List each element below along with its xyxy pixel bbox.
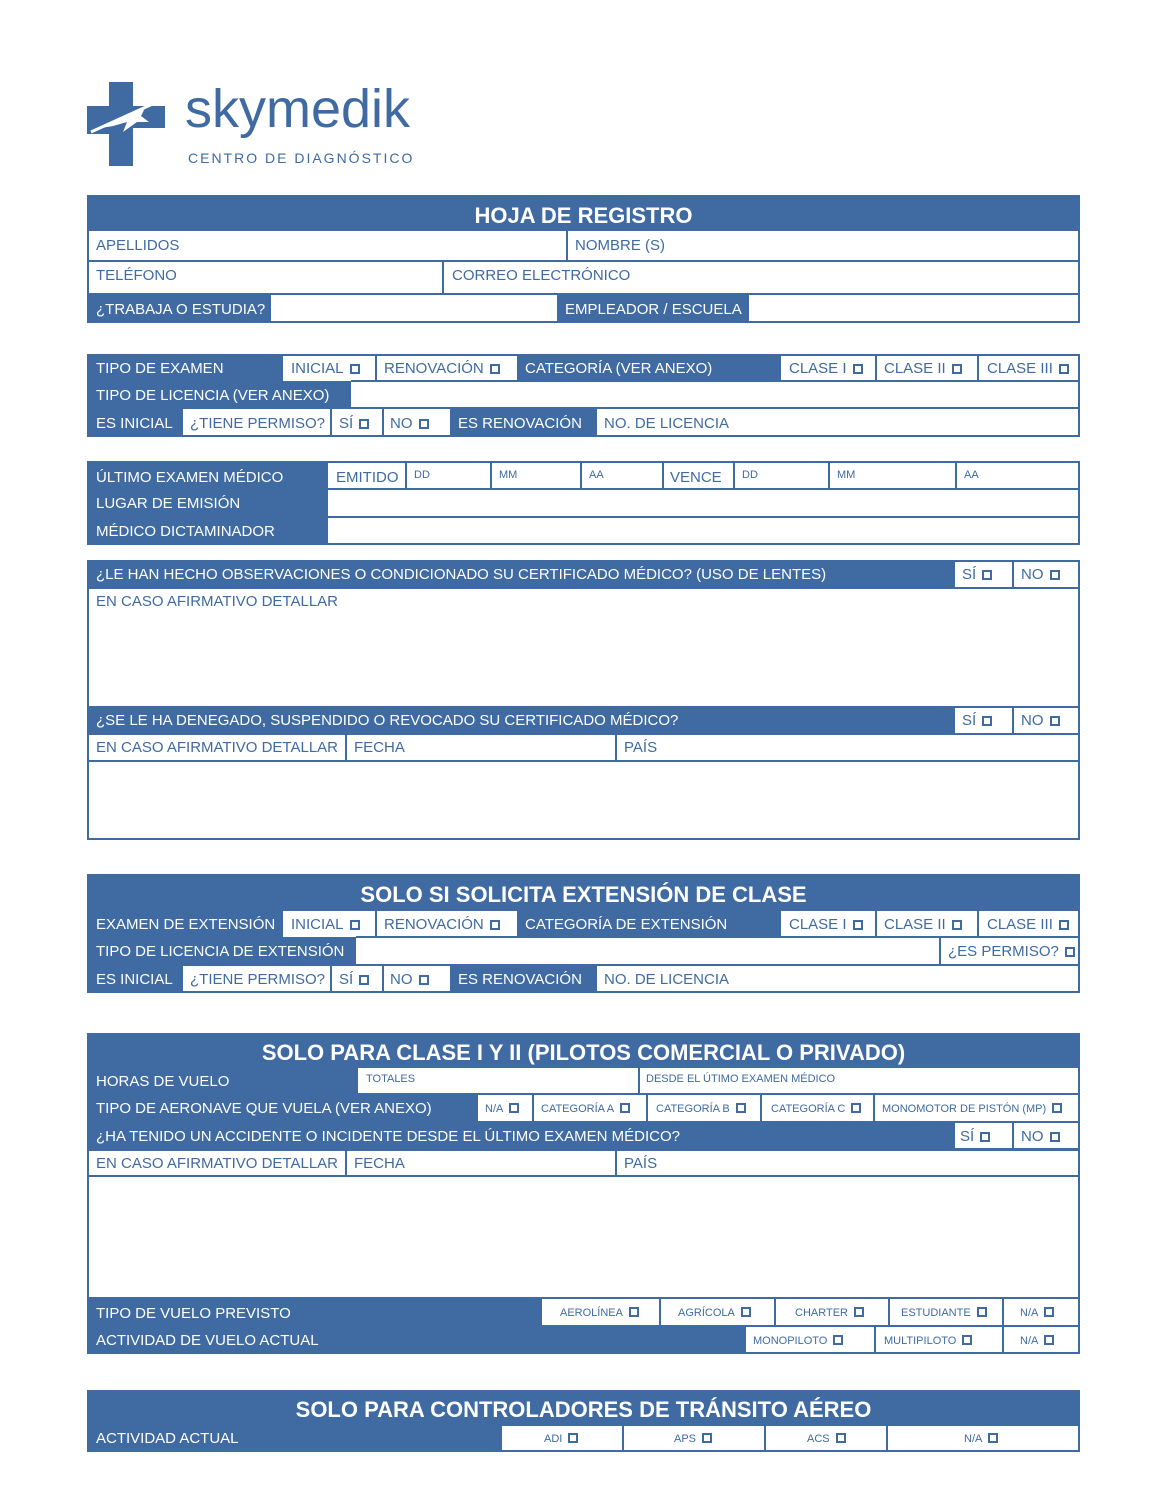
nombre-label: NOMBRE (S)	[575, 237, 665, 254]
actividad-na-checkbox[interactable]: N/A	[1020, 1335, 1054, 1347]
checkbox-icon	[851, 1103, 861, 1113]
checkbox-icon	[1065, 947, 1075, 957]
checkbox-icon	[419, 975, 429, 985]
controladores-title: SOLO PARA CONTROLADORES DE TRÁNSITO AÉREO	[295, 1397, 872, 1422]
checkbox-icon	[419, 419, 429, 429]
checkbox-icon	[350, 920, 360, 930]
accidente-fecha-label: FECHA	[354, 1155, 405, 1172]
tipo-aeronave-label: TIPO DE AERONAVE QUE VUELA (VER ANEXO)	[96, 1100, 432, 1117]
tipo-licencia-ext-input[interactable]	[358, 939, 936, 963]
desde-ultimo-field[interactable]: DESDE EL ÚTIMO EXAMEN MÉDICO	[646, 1073, 836, 1085]
ext-clase1-checkbox[interactable]: CLASE I	[789, 917, 863, 932]
checkbox-icon	[1050, 1132, 1060, 1142]
tiene-permiso-label: ¿TIENE PERMISO?	[190, 415, 326, 432]
accidente-label: ¿HA TENIDO UN ACCIDENTE O INCIDENTE DESDE EL ÚLTIMO EXAMEN MÉDICO?	[96, 1128, 680, 1145]
checkbox-icon	[1050, 570, 1060, 580]
accidente-detallar-label: EN CASO AFIRMATIVO DETALLAR	[96, 1155, 338, 1172]
cat-b-checkbox[interactable]: CATEGORÍA B	[656, 1103, 746, 1115]
es-renovacion-label: ES RENOVACIÓN	[458, 415, 582, 432]
checkbox-icon	[1044, 1335, 1054, 1345]
ext-no-licencia-input[interactable]	[740, 967, 1078, 989]
checkbox-icon	[1052, 1103, 1062, 1113]
q2-fecha-label: FECHA	[354, 739, 405, 756]
no-licencia-label: NO. DE LICENCIA	[604, 415, 730, 432]
telefono-input[interactable]	[190, 264, 438, 291]
apellidos-label: APELLIDOS	[96, 237, 180, 254]
apellidos-input[interactable]	[200, 233, 560, 258]
medical-cross-airplane-icon	[87, 82, 165, 166]
checkbox-icon	[1059, 920, 1069, 930]
q2-pais-label: PAÍS	[624, 739, 658, 756]
checkbox-icon	[853, 920, 863, 930]
categoria-label: CATEGORÍA (VER ANEXO)	[525, 360, 713, 377]
monomotor-checkbox[interactable]: MONOMOTOR DE PISTÓN (MP)	[882, 1103, 1062, 1115]
ext-renovacion-checkbox[interactable]: RENOVACIÓN	[384, 917, 500, 932]
ext-es-inicial-label: ES INICIAL	[96, 971, 173, 988]
checkbox-icon	[1044, 1307, 1054, 1317]
emitido-dd-field[interactable]: DD	[414, 469, 430, 481]
q2-si-checkbox[interactable]: SÍ	[962, 713, 992, 728]
checkbox-icon	[962, 1335, 972, 1345]
charter-checkbox[interactable]: CHARTER	[795, 1307, 864, 1319]
accidente-pais-label: PAÍS	[624, 1155, 658, 1172]
es-permiso-checkbox[interactable]: ¿ES PERMISO?	[948, 944, 1075, 959]
nombre-input[interactable]	[680, 233, 1075, 258]
checkbox-icon	[1059, 364, 1069, 374]
checkbox-icon	[568, 1433, 578, 1443]
q1-no-checkbox[interactable]: NO	[1021, 567, 1060, 582]
checkbox-icon	[350, 364, 360, 374]
cat-c-checkbox[interactable]: CATEGORÍA C	[771, 1103, 861, 1115]
ext-clase3-checkbox[interactable]: CLASE III	[987, 917, 1069, 932]
clase2-checkbox[interactable]: CLASE II	[884, 361, 962, 376]
telefono-label: TELÉFONO	[96, 267, 177, 284]
ext-clase2-checkbox[interactable]: CLASE II	[884, 917, 962, 932]
vence-aa-field[interactable]: AA	[964, 469, 979, 481]
accidente-no-checkbox[interactable]: NO	[1021, 1129, 1060, 1144]
trabaja-label: ¿TRABAJA O ESTUDIA?	[96, 301, 266, 318]
ext-tiene-permiso-label: ¿TIENE PERMISO?	[190, 971, 326, 988]
vence-mm-field[interactable]: MM	[837, 469, 856, 481]
lugar-input[interactable]	[330, 490, 1078, 515]
multipiloto-checkbox[interactable]: MULTIPILOTO	[884, 1335, 972, 1347]
checkbox-icon	[629, 1307, 639, 1317]
actividad-actual-label: ACTIVIDAD ACTUAL	[96, 1430, 239, 1447]
checkbox-icon	[988, 1433, 998, 1443]
renovacion-checkbox[interactable]: RENOVACIÓN	[384, 361, 500, 376]
ext-si-checkbox[interactable]: SÍ	[339, 972, 369, 987]
checkbox-icon	[952, 920, 962, 930]
q1-detalle-textarea[interactable]	[90, 612, 1076, 702]
pilotos-title: SOLO PARA CLASE I Y II (PILOTOS COMERCIAL O PRIVADO)	[261, 1040, 906, 1065]
emitido-label: EMITIDO	[336, 469, 399, 486]
aerolinea-checkbox[interactable]: AEROLÍNEA	[560, 1307, 639, 1319]
vence-dd-field[interactable]: DD	[742, 469, 758, 481]
checkbox-icon	[702, 1433, 712, 1443]
checkbox-icon	[509, 1103, 519, 1113]
logo-tagline: CENTRO DE DIAGNÓSTICO	[188, 150, 415, 166]
accidente-si-checkbox[interactable]: SÍ	[960, 1129, 990, 1144]
controlador-na-checkbox[interactable]: N/A	[964, 1433, 998, 1445]
q2-no-checkbox[interactable]: NO	[1021, 713, 1060, 728]
checkbox-icon	[359, 975, 369, 985]
checkbox-icon	[833, 1335, 843, 1345]
empleador-input[interactable]	[749, 295, 1078, 321]
monopiloto-checkbox[interactable]: MONOPILOTO	[753, 1335, 843, 1347]
q2-label: ¿SE LE HA DENEGADO, SUSPENDIDO O REVOCADO SU CERTIFICADO MÉDICO?	[96, 712, 679, 729]
q2-detallar-label: EN CASO AFIRMATIVO DETALLAR	[96, 739, 338, 756]
q1-detallar-label: EN CASO AFIRMATIVO DETALLAR	[96, 593, 338, 610]
checkbox-icon	[490, 364, 500, 374]
checkbox-icon	[854, 1307, 864, 1317]
q2-detalle-textarea[interactable]	[90, 763, 1076, 837]
medico-input[interactable]	[330, 518, 1078, 543]
correo-label: CORREO ELECTRÓNICO	[452, 267, 631, 284]
checkbox-icon	[977, 1307, 987, 1317]
checkbox-icon	[1050, 716, 1060, 726]
si-checkbox[interactable]: SÍ	[339, 416, 369, 431]
no-licencia-input[interactable]	[740, 410, 1078, 433]
aps-checkbox[interactable]: APS	[674, 1433, 712, 1445]
checkbox-icon	[982, 570, 992, 580]
horas-label: HORAS DE VUELO	[96, 1073, 230, 1090]
agricola-checkbox[interactable]: AGRÍCOLA	[678, 1307, 751, 1319]
clase3-checkbox[interactable]: CLASE III	[987, 361, 1069, 376]
examen-ext-label: EXAMEN DE EXTENSIÓN	[96, 916, 276, 933]
ext-no-licencia-label: NO. DE LICENCIA	[604, 971, 730, 988]
empleador-label: EMPLEADOR / ESCUELA	[565, 301, 742, 318]
checkbox-icon	[620, 1103, 630, 1113]
q1-si-checkbox[interactable]: SÍ	[962, 567, 992, 582]
no-checkbox[interactable]: NO	[390, 416, 429, 431]
adi-checkbox[interactable]: ADI	[544, 1433, 578, 1445]
aeronave-na-checkbox[interactable]: N/A	[485, 1103, 519, 1115]
checkbox-icon	[853, 364, 863, 374]
vence-label: VENCE	[670, 469, 722, 486]
tipo-licencia-label: TIPO DE LICENCIA (VER ANEXO)	[96, 387, 330, 404]
ultimo-label: ÚLTIMO EXAMEN MÉDICO	[96, 469, 284, 486]
checkbox-icon	[490, 920, 500, 930]
tipo-licencia-input[interactable]	[353, 383, 1078, 406]
checkbox-icon	[982, 716, 992, 726]
accidente-detalle-textarea[interactable]	[90, 1178, 1076, 1295]
categoria-ext-label: CATEGORÍA DE EXTENSIÓN	[525, 916, 728, 933]
checkbox-icon	[736, 1103, 746, 1113]
checkbox-icon	[952, 364, 962, 374]
checkbox-icon	[741, 1307, 751, 1317]
acs-checkbox[interactable]: ACS	[807, 1433, 846, 1445]
trabaja-input[interactable]	[271, 295, 557, 321]
emitido-aa-field[interactable]: AA	[589, 469, 604, 481]
medico-label: MÉDICO DICTAMINADOR	[96, 523, 275, 540]
totales-field[interactable]: TOTALES	[366, 1073, 416, 1085]
checkbox-icon	[980, 1132, 990, 1142]
ext-no-checkbox[interactable]: NO	[390, 972, 429, 987]
registro-title: HOJA DE REGISTRO	[474, 203, 693, 228]
estudiante-checkbox[interactable]: ESTUDIANTE	[901, 1307, 987, 1319]
checkbox-icon	[359, 419, 369, 429]
checkbox-icon	[836, 1433, 846, 1443]
correo-input[interactable]	[640, 264, 1075, 291]
actividad-vuelo-label: ACTIVIDAD DE VUELO ACTUAL	[96, 1332, 319, 1349]
emitido-mm-field[interactable]: MM	[499, 469, 518, 481]
extension-title: SOLO SI SOLICITA EXTENSIÓN DE CLASE	[360, 882, 807, 907]
ext-inicial-checkbox[interactable]: INICIAL	[291, 917, 360, 932]
clase1-checkbox[interactable]: CLASE I	[789, 361, 863, 376]
logo-name: skymedik	[185, 79, 411, 139]
ext-es-renovacion-label: ES RENOVACIÓN	[458, 971, 582, 988]
tipo-licencia-ext-label: TIPO DE LICENCIA DE EXTENSIÓN	[96, 943, 345, 960]
q1-label: ¿LE HAN HECHO OBSERVACIONES O CONDICIONADO SU CERTIFICADO MÉDICO? (USO DE LENTES)	[96, 566, 827, 583]
cat-a-checkbox[interactable]: CATEGORÍA A	[541, 1103, 630, 1115]
tipo-vuelo-label: TIPO DE VUELO PREVISTO	[96, 1305, 291, 1322]
inicial-checkbox[interactable]: INICIAL	[291, 361, 360, 376]
vuelo-na-checkbox[interactable]: N/A	[1020, 1307, 1054, 1319]
lugar-label: LUGAR DE EMISIÓN	[96, 495, 241, 512]
es-inicial-label: ES INICIAL	[96, 415, 173, 432]
tipo-examen-label: TIPO DE EXAMEN	[96, 360, 224, 377]
